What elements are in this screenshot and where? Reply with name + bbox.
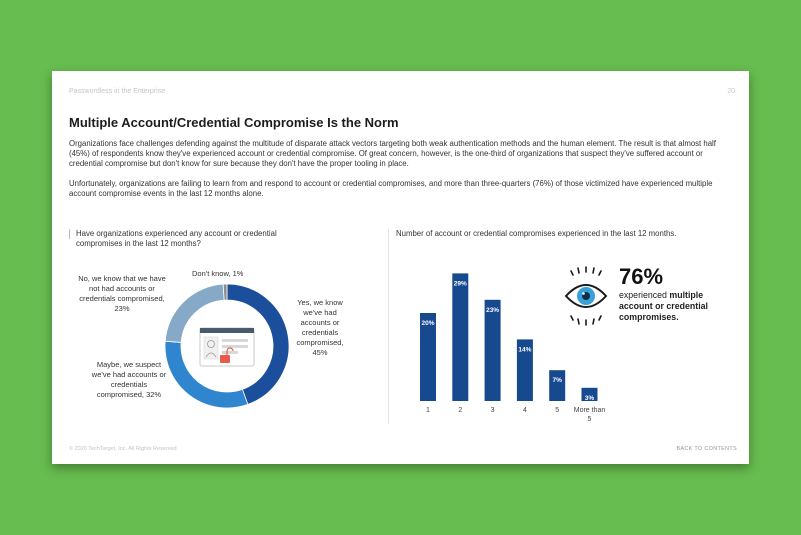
page-title: Multiple Account/Credential Compromise Is the Norm — [69, 115, 399, 130]
bar — [452, 273, 468, 401]
dont-know-label: Don't know, 1% — [192, 269, 244, 278]
bar — [549, 370, 565, 401]
no-label: No, we know that we have not had accounts or credentials compromised, 23% — [78, 274, 166, 313]
bar-category-label: 3 — [490, 407, 495, 414]
report-page — [52, 71, 749, 464]
bar-category-label: 5 — [587, 416, 592, 423]
donut-chart — [162, 281, 292, 411]
donut-chart-question: Have organizations experienced any account or credential compromises in the last 12 months? — [76, 229, 277, 248]
bar-chart-question: Number of account or credential compromises experienced in the last 12 months. — [396, 229, 677, 238]
callout-text-plain: experienced — [619, 290, 670, 300]
bar-category-label: 4 — [522, 407, 527, 414]
running-header: Passwordless in the Enterprise — [69, 88, 166, 95]
copyright: © 2020 TechTarget, Inc. All Rights Reserved — [69, 446, 177, 452]
bar-data-label: 29% — [453, 280, 467, 288]
back-to-contents-link[interactable]: BACK TO CONTENTS — [676, 446, 737, 452]
intro-paragraph: Organizations face challenges defending against the multitude of disparate attack vectors targeting both weak authentication methods and the human element. The result is that almost half (45%) of respondents know they've experienced account or credential compromise. Of great concern, however, is the one-third of organizations that suspect they've suffered account or credential compromise but don't know for sure because they don't have the proper tooling in place. — [69, 139, 716, 168]
bar-data-label: 20% — [421, 320, 435, 327]
bar-data-label: 14% — [518, 346, 532, 354]
bar-data-label: 23% — [486, 306, 500, 314]
eye-icon — [564, 264, 608, 328]
bar-data-label: 3% — [584, 394, 595, 402]
question-marker — [69, 229, 70, 239]
summary-paragraph: Unfortunately, organizations are failing to learn from and respond to account or credential compromises, and more than three-quarters (76%) of those victimized have experienced multiple account compromise events in the last 12 months alone. — [69, 179, 713, 198]
maybe-label: Maybe, we suspect we've had accounts or credentials compromised, 32% — [91, 360, 167, 399]
bar — [485, 300, 501, 401]
credential-card-icon — [200, 328, 254, 366]
bar-category-label: 1 — [426, 407, 430, 414]
bar-category-label: 5 — [555, 407, 560, 414]
bar-category-label: More than — [573, 407, 606, 414]
bar-data-label: 7% — [552, 377, 562, 385]
donut-slice-dont-know — [223, 284, 227, 300]
callout-text — [619, 290, 729, 323]
page-number: 20 — [727, 88, 735, 95]
callout-percentage: 76% — [619, 264, 664, 289]
bar-category-label: 2 — [458, 407, 463, 414]
yes-label: Yes, we know we've had accounts or credentials compromised, 45% — [296, 298, 344, 357]
column-divider — [388, 229, 389, 424]
callout-text-bold: multiple account or credential compromises. — [619, 290, 708, 322]
